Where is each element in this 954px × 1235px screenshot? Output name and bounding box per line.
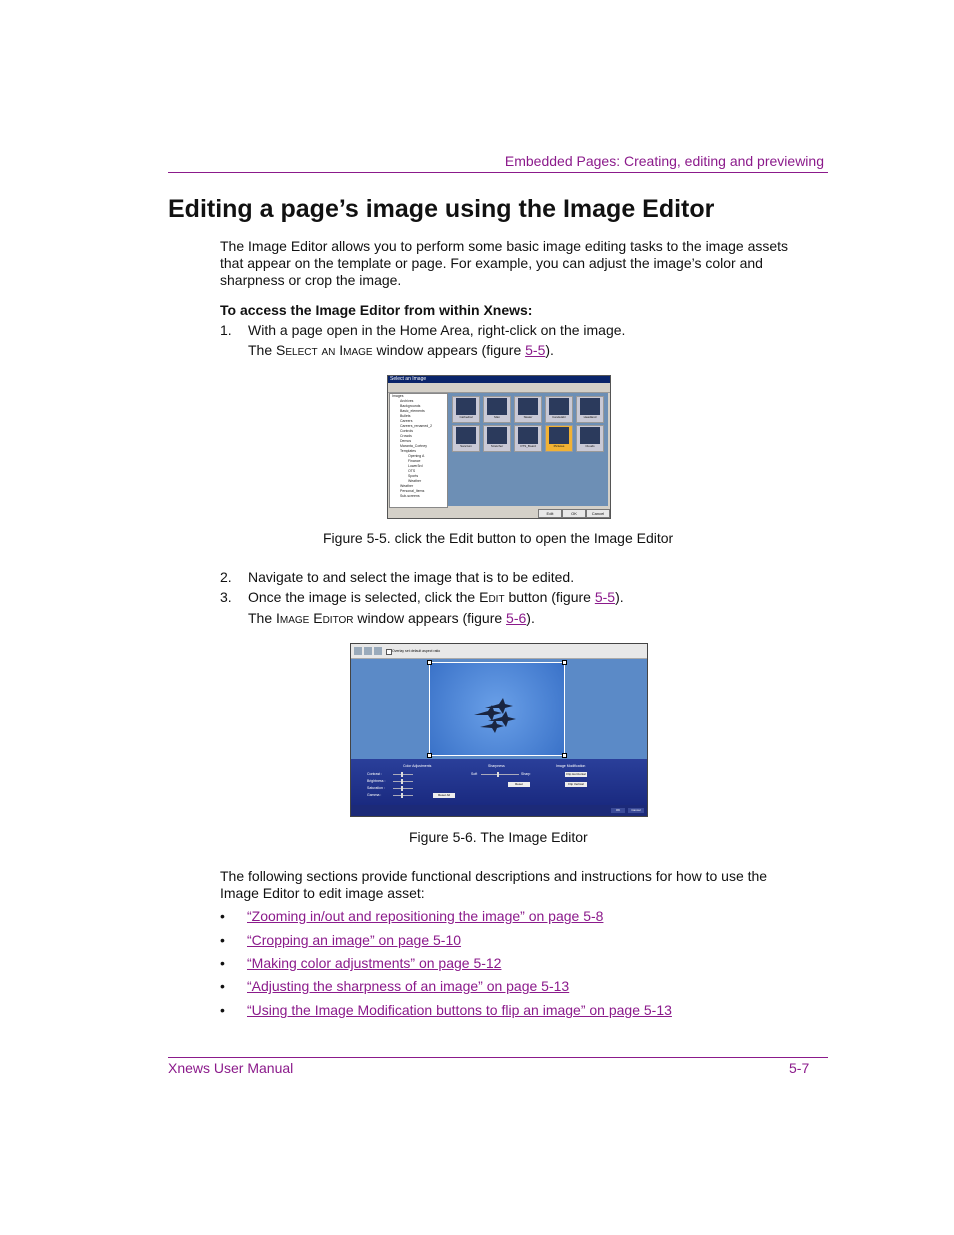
soft-label: Soft [471, 772, 478, 776]
brightness-slider[interactable] [393, 781, 413, 782]
tree-item[interactable]: Weather [400, 484, 414, 488]
thumbnail-label: Clouds [585, 444, 595, 448]
crop-handle[interactable] [562, 660, 567, 665]
thumbnail-label: Stretcher [490, 444, 504, 448]
crop-handle[interactable] [427, 660, 432, 665]
thumbnail-image [518, 427, 538, 444]
folder-tree [389, 393, 448, 508]
color-adjustments-link[interactable]: “Making color adjustments” on page 5-12 [247, 955, 502, 971]
page-number: 5-7 [789, 1060, 810, 1076]
tree-item[interactable]: Finance [408, 459, 421, 463]
tree-item[interactable]: Maranta_Cortney [400, 444, 428, 448]
crop-handle[interactable] [562, 753, 567, 758]
list-item: • “Making color adjustments” on page 5-12 [220, 955, 502, 971]
thumbnail-label: OTS_Board [520, 444, 536, 448]
toolbar [388, 383, 610, 393]
outro-line-1: The following sections provide functional descriptions and instructions for how to use the [220, 868, 768, 884]
editor-cancel-button[interactable]: Cancel [628, 808, 644, 813]
thumbnail-label: Pictures [553, 444, 565, 448]
tree-item[interactable]: Careers_renamed_2 [400, 424, 433, 428]
procedure-title: To access the Image Editor from within Xnews: [220, 302, 533, 318]
thumbnail-label: Candelabr [552, 415, 566, 419]
editor-toolbar [351, 644, 647, 659]
thumbnail[interactable] [514, 396, 542, 423]
tree-item[interactable]: Images [392, 394, 404, 398]
tree-item[interactable]: Archives [400, 399, 414, 403]
image-editor-figure [350, 643, 648, 817]
sharpness-label: Sharpness [488, 764, 505, 768]
sharpness-link[interactable]: “Adjusting the sharpness of an image” on page 5-13 [247, 978, 570, 994]
thumbnail[interactable] [483, 425, 511, 452]
figure-5-6-link[interactable]: 5-6 [506, 610, 527, 626]
outro-line-2: Image Editor to edit image asset: [220, 885, 425, 901]
figure-5-5-link[interactable]: 5-5 [525, 342, 546, 358]
select-image-window-figure [387, 375, 611, 519]
thumbnail-image [456, 398, 476, 415]
thumbnail[interactable] [545, 396, 573, 423]
slider-knob[interactable] [497, 772, 499, 777]
step-2-number: 2. [220, 569, 232, 585]
ok-button[interactable]: OK [562, 509, 586, 518]
figure-5-5-link-2[interactable]: 5-5 [594, 589, 616, 605]
tree-item[interactable]: Basic_elements [400, 409, 425, 413]
cancel-button[interactable]: Cancel [586, 509, 610, 518]
saturation-slider[interactable] [393, 788, 413, 789]
page-title: Editing a page’s image using the Image Editor [168, 195, 715, 223]
tree-item[interactable]: Opening A [408, 454, 425, 458]
header-rule [168, 172, 828, 173]
reset-button[interactable]: Reset [508, 782, 530, 787]
running-header: Embedded Pages: Creating, editing and previewing [504, 153, 824, 169]
window-title: Select an Image [388, 376, 610, 383]
color-adjustments-label: Color Adjustments [403, 764, 432, 768]
tree-item[interactable]: Controls [400, 429, 414, 433]
aspect-checkbox-label: Overlay set default aspect ratio [392, 649, 441, 653]
thumbnail-label: Cathedral [459, 415, 473, 419]
contrast-slider[interactable] [393, 774, 413, 775]
list-item: • “Zooming in/out and repositioning the image” on page 5-8 [220, 908, 604, 924]
step-2-text: Navigate to and select the image that is to be edited. [248, 569, 575, 585]
tree-item[interactable]: Sub-screens [400, 494, 420, 498]
list-item: • “Cropping an image” on page 5-10 [220, 932, 462, 948]
tree-item[interactable]: Sports [408, 474, 419, 478]
tree-item[interactable]: Templates [400, 449, 416, 453]
zoom-icon[interactable] [354, 647, 362, 655]
tree-item[interactable]: Lower3rd [408, 464, 423, 468]
sharpness-slider[interactable] [481, 774, 519, 775]
dialog-buttons [388, 508, 610, 518]
thumbnail[interactable] [452, 396, 480, 423]
figure-5-6-caption: Figure 5-6. The Image Editor [409, 829, 588, 845]
thumbnail-image [456, 427, 476, 444]
gamma-slider[interactable] [393, 795, 413, 796]
thumbnail-image [487, 427, 507, 444]
thumbnail-label: Headland [583, 415, 597, 419]
list-item: • “Using the Image Modification buttons to flip an image” on page 5-13 [220, 1002, 672, 1018]
crop-handle[interactable] [427, 753, 432, 758]
step-3-sub: The Image Editor window appears (figure 5-6). [248, 610, 535, 626]
flip-horizontal-button[interactable]: Flip Horizontal [566, 772, 586, 776]
footer-title: Xnews User Manual [168, 1060, 294, 1076]
thumbnail-image [487, 398, 507, 415]
thumbnail-label: Sanctum [460, 444, 472, 448]
tree-item[interactable]: Bullets [400, 414, 411, 418]
tree-item[interactable]: OTS [408, 469, 416, 473]
tree-item[interactable]: Demos [400, 439, 412, 443]
slider-knob[interactable] [401, 772, 403, 777]
figure-5-5-caption: Figure 5-5. click the Edit button to open the Image Editor [323, 530, 674, 546]
thumbnail[interactable] [514, 425, 542, 452]
tree-item[interactable]: Backgrounds [400, 404, 421, 408]
thumbnail-image [518, 398, 538, 415]
sharp-label: Sharp [521, 772, 531, 776]
thumbnail[interactable] [452, 425, 480, 452]
intro-line-3: sharpness or crop the image. [220, 272, 402, 288]
list-item: • “Adjusting the sharpness of an image” on page 5-13 [220, 978, 570, 994]
saturation-label: Saturation : [367, 786, 385, 790]
cropping-link[interactable]: “Cropping an image” on page 5-10 [247, 932, 462, 948]
tree-item[interactable]: Weather [408, 479, 422, 483]
zooming-link[interactable]: “Zooming in/out and repositioning the image” on page 5-8 [247, 908, 604, 924]
step-3-text: Once the image is selected, click the Edit button (figure 5-5). [248, 589, 624, 605]
thumbnail[interactable] [483, 396, 511, 423]
contrast-label: Contrast : [367, 772, 383, 776]
pan-icon[interactable] [374, 647, 382, 655]
thumbnail-label: Skater [523, 415, 533, 419]
image-modification-label: Image Modification [556, 764, 586, 768]
thumbnail[interactable] [576, 425, 604, 452]
adjustment-panel [351, 759, 647, 805]
thumbnail-image [549, 398, 569, 415]
slider-knob[interactable] [401, 786, 403, 791]
crop-icon[interactable] [364, 647, 372, 655]
thumbnail-image [580, 427, 600, 444]
thumbnail-image [549, 427, 569, 444]
edit-button[interactable]: Edit [538, 509, 562, 518]
tree-item[interactable]: Personal_Items [400, 489, 425, 493]
intro-line-2: that appear on the template or page. For example, you can adjust the image’s color and [220, 255, 763, 271]
tree-item[interactable]: Crowds [400, 434, 412, 438]
tree-item[interactable]: Careers [400, 419, 413, 423]
reset-all-button[interactable]: Reset All [433, 793, 455, 798]
edited-image[interactable] [429, 662, 565, 756]
thumbnail[interactable] [576, 396, 604, 423]
gamma-label: Gamma : [367, 793, 382, 797]
flip-link[interactable]: “Using the Image Modification buttons to flip an image” on page 5-13 [247, 1002, 672, 1018]
intro-line-1: The Image Editor allows you to perform some basic image editing tasks to the image assets [220, 238, 789, 254]
step-1-sub: The Select an Image window appears (figure 5-5). [248, 342, 554, 358]
brightness-label: Brightness : [367, 779, 386, 783]
step-1-text: With a page open in the Home Area, right-click on the image. [248, 322, 626, 338]
slider-knob[interactable] [401, 779, 403, 784]
step-3-number: 3. [220, 589, 232, 605]
slider-knob[interactable] [401, 793, 403, 798]
footer-rule [168, 1057, 828, 1058]
thumbnail-image [580, 398, 600, 415]
jets-image [430, 663, 564, 755]
thumbnail-grid [448, 393, 608, 506]
thumbnail-label: Man [494, 415, 500, 419]
editor-footer [351, 805, 647, 816]
step-1-number: 1. [220, 322, 232, 338]
flip-vertical-button[interactable]: Flip Vertical [565, 782, 587, 787]
editor-ok-button[interactable]: OK [611, 808, 625, 813]
thumbnail[interactable] [545, 425, 573, 452]
